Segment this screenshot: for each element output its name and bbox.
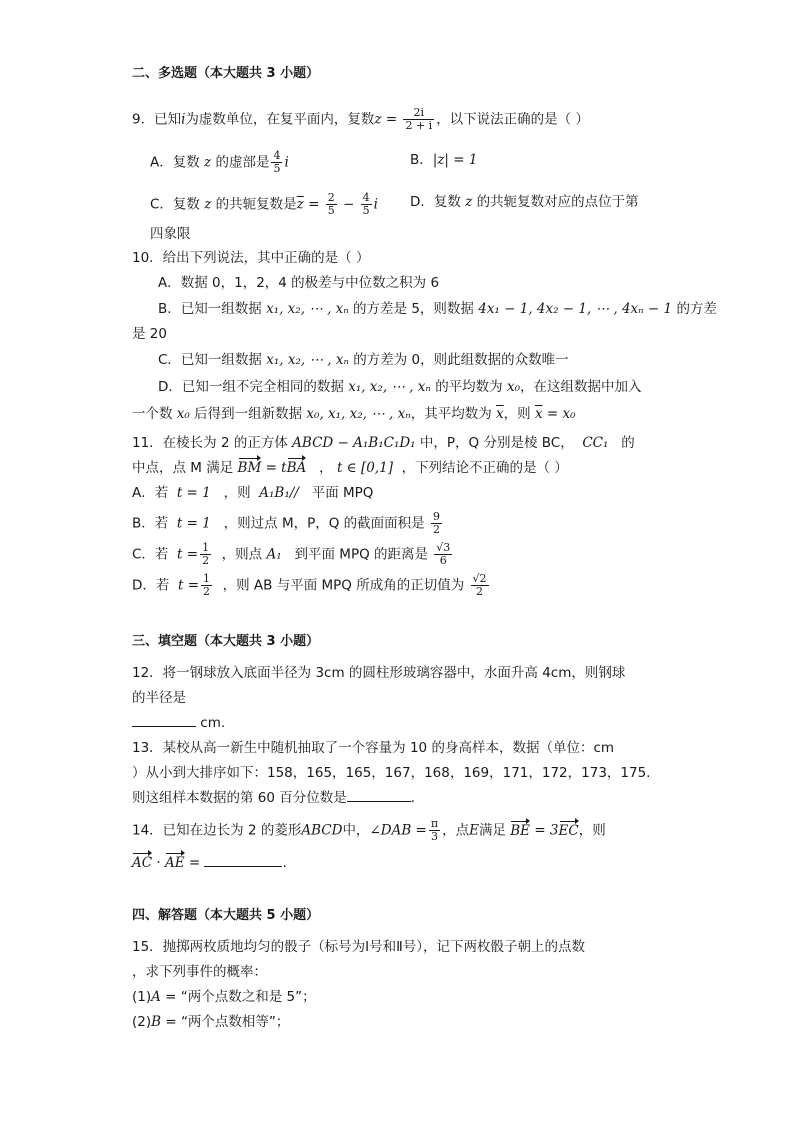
q11-D-frac-num: √2 xyxy=(472,572,487,585)
q10-B-data: x₁, x₂, ⋯ , xₙ xyxy=(266,301,349,317)
q10-D-xbar: $\overline{x}$ xyxy=(496,406,504,422)
question-13-line3 xyxy=(132,787,415,808)
q14-E: E xyxy=(469,822,479,839)
q9-optB-label: B． xyxy=(410,152,433,168)
q9-optC-eq: = xyxy=(303,196,324,213)
q11-stem-a: 11．在棱长为 2 的正方体 xyxy=(132,435,288,451)
q11-C-A1: A₁ xyxy=(266,546,282,563)
q9-option-d xyxy=(410,192,639,212)
q9-eq: = xyxy=(381,111,402,128)
q11-B-frac-den: 2 xyxy=(432,523,440,536)
q9-optA-frac-num: 4 xyxy=(273,149,281,162)
q10-D-xbar2: $\overline{x}$ xyxy=(534,406,543,422)
q11-D-frac-den: 2 xyxy=(476,585,483,598)
q9-optC-minus: − xyxy=(338,196,359,213)
q10-option-d-cont xyxy=(132,404,575,424)
q10-option-c xyxy=(158,350,569,370)
q9-optC-frac2-num: 4 xyxy=(362,191,370,204)
q11-D-tfrac-num: 1 xyxy=(203,572,211,585)
q9-fraction xyxy=(403,107,434,132)
q10-C-data: x₁, x₂, ⋯ , xₙ xyxy=(266,352,349,368)
q9-option-d-cont: 四象限 xyxy=(150,226,191,242)
q10-B-data2: 4x₁ − 1, 4x₂ − 1, ⋯ , 4xₙ − 1 xyxy=(478,301,673,317)
q13-line3-b: . xyxy=(410,790,416,806)
q13-line3-a: 则这组样本数据的第 60 百分位数是 xyxy=(132,790,347,806)
q9-optA-i: i xyxy=(284,154,289,171)
q11-option-c xyxy=(132,542,454,567)
q14-eq: = xyxy=(184,855,205,871)
q11-A-b: ，则 xyxy=(223,485,251,501)
q11-cc1: CC₁ xyxy=(582,435,609,451)
q13-answer-blank[interactable] xyxy=(347,787,411,802)
q10-option-a: A．数据 0，1，2，4 的极差与中位数之积为 6 xyxy=(158,275,440,291)
q14-a: 14．已知在边长为 2 的菱形 xyxy=(132,822,302,839)
q15-p1-a: (1) xyxy=(132,989,152,1005)
q11-comma: ， xyxy=(319,460,333,476)
q12-answer-blank[interactable] xyxy=(132,712,196,727)
section-heading-multiple-choice: 二、多选题（本大题共 3 小题） xyxy=(132,66,320,81)
q10-D-g: ，则 xyxy=(503,406,531,422)
q11-A-line: A₁B₁// xyxy=(259,485,299,501)
q14-vec-be: BE xyxy=(510,822,531,839)
question-12-line2: 的半径是 xyxy=(132,690,186,706)
q9-stem-a: 9．已知 xyxy=(132,111,182,128)
q9-optC-zbar: $\overline{z}$ xyxy=(296,196,304,213)
q11-vec-bm: BM xyxy=(237,460,262,476)
q11-D-t: t = xyxy=(178,577,200,594)
q11-stem-c: 的 xyxy=(621,435,635,451)
q14-eq3: = 3 xyxy=(530,822,559,839)
question-15-line1: 15．抛掷两枚质地均匀的骰子（标号为Ⅰ号和Ⅱ号），记下两枚骰子朝上的点数 xyxy=(132,939,586,955)
q14-end: . xyxy=(282,855,287,871)
q11-A-c: 平面 MPQ xyxy=(311,485,374,501)
q14-e: ，则 xyxy=(578,822,606,839)
q11-eqt: = t xyxy=(261,460,287,476)
q9-optA-a: A．复数 xyxy=(150,154,200,171)
q9-optC-frac1-num: 2 xyxy=(327,191,335,204)
q10-option-d xyxy=(158,377,642,397)
q14-dot: · xyxy=(152,855,165,871)
question-13-line2: ）从小到大排序如下：158，165，165，167，168，169，171，172，173，175. xyxy=(132,765,651,781)
q11-D-tfrac-den: 2 xyxy=(203,585,211,598)
q10-D-x0b: x₀ xyxy=(176,406,190,422)
q11-C-frac xyxy=(434,542,452,567)
question-15-part1 xyxy=(132,987,316,1007)
q11-C-frac-den: 6 xyxy=(439,554,447,567)
question-9-stem xyxy=(132,107,589,132)
q11-B-b: ，则过点 M，P，Q 的截面面积是 xyxy=(223,515,425,532)
q11-C-c: 到平面 MPQ 的距离是 xyxy=(294,546,428,563)
q9-optA-b: 的虚部是 xyxy=(215,154,270,171)
q15-p2-B: B xyxy=(151,1014,162,1030)
q11-line2-b: ，下列结论不正确的是（ ） xyxy=(401,460,568,476)
q9-optD-a: D．复数 xyxy=(410,194,461,210)
q11-C-t: t = xyxy=(177,546,199,563)
q11-B-frac xyxy=(431,511,442,536)
q10-D-data: x₁, x₂, ⋯ , xₙ xyxy=(348,379,431,395)
q11-C-frac-num: √3 xyxy=(436,541,451,554)
q11-line2-a: 中点，点 M 满足 xyxy=(132,460,234,476)
q11-D-tfrac xyxy=(201,573,212,598)
q9-frac-den: 2 + i xyxy=(405,119,433,132)
question-11-stem xyxy=(132,433,635,453)
q14-c: ，点 xyxy=(442,822,470,839)
question-12-line1: 12．将一钢球放入底面半径为 3cm 的圆柱形玻璃容器中，水面升高 4cm，则钢球 xyxy=(132,665,626,681)
q11-option-b xyxy=(132,511,444,536)
q9-frac-num: 2i xyxy=(403,107,434,120)
q11-A-t: t = 1 xyxy=(176,485,211,501)
question-15-line2: ，求下列事件的概率： xyxy=(132,964,267,980)
q15-p2-b: = “两个点数相等”； xyxy=(161,1014,290,1030)
q11-option-d xyxy=(132,573,491,598)
q14-b: 中， xyxy=(342,822,370,839)
q9-option-a xyxy=(150,150,289,175)
q10-D-d: 一个数 xyxy=(132,406,173,422)
q11-C-b: ，则点 xyxy=(221,546,263,563)
q9-stem-b: 为虚数单位，在复平面内，复数 xyxy=(185,111,375,128)
q11-D-b: ，则 AB 与平面 MPQ 所成角的正切值为 xyxy=(222,577,465,594)
q10-B-c: 的方差 xyxy=(676,301,717,317)
q11-stem-b: 中，P，Q 分别是棱 BC， xyxy=(419,435,574,451)
q11-C-a: C．若 xyxy=(132,546,169,563)
q9-optC-frac2-den: 5 xyxy=(362,204,370,217)
q10-D-data3: x₀, x₁, x₂, ⋯ , xₙ xyxy=(306,406,411,422)
question-11-stem-cont xyxy=(132,458,568,478)
q9-z: z xyxy=(374,111,382,128)
q11-D-frac xyxy=(471,573,489,598)
q9-optB-expr: |z| = 1 xyxy=(432,152,478,168)
q9-optD-z: z xyxy=(465,194,473,210)
q14-frac-num: π xyxy=(430,817,439,830)
question-14-line2 xyxy=(132,852,287,873)
q9-optD-b: 的共轭复数对应的点位于第 xyxy=(476,194,639,210)
q14-vec-ac: AC xyxy=(132,855,153,871)
q10-D-x0: x₀ xyxy=(506,379,521,395)
q11-D-a: D．若 xyxy=(132,577,170,594)
q14-answer-blank[interactable] xyxy=(204,852,282,867)
q14-d: 满足 xyxy=(478,822,506,839)
q10-D-b: 的平均数为 xyxy=(435,379,503,395)
q9-optC-a: C．复数 xyxy=(150,196,200,213)
q11-B-frac-num: 9 xyxy=(432,510,440,523)
q9-optC-z: z xyxy=(204,196,212,213)
q15-p1-A: A xyxy=(151,989,161,1005)
q12-unit: cm. xyxy=(200,715,226,731)
q11-B-t: t = 1 xyxy=(176,515,211,532)
q9-optC-i: i xyxy=(373,196,378,213)
q9-stem-c: ，以下说法正确的是（ ） xyxy=(436,111,589,128)
question-13-line1: 13．某校从高一新生中随机抽取了一个容量为 10 的身高样本，数据（单位：cm xyxy=(132,740,615,756)
section-heading-solutions: 四、解答题（本大题共 5 小题） xyxy=(132,908,320,923)
question-12-answer xyxy=(132,712,225,733)
question-14-line1 xyxy=(132,818,606,843)
question-15-part2 xyxy=(132,1012,289,1032)
q11-vec-ba: BA xyxy=(286,460,307,476)
q14-vec-ec: EC xyxy=(558,822,579,839)
q9-i-var: i xyxy=(181,111,186,128)
q9-optC-b: 的共轭复数是 xyxy=(215,196,297,213)
q10-C-a: C．已知一组数据 xyxy=(158,352,262,368)
q9-optC-frac1-den: 5 xyxy=(327,204,335,217)
q9-optC-frac1 xyxy=(326,192,337,217)
q11-option-a xyxy=(132,483,373,503)
q10-D-f: ，其平均数为 xyxy=(410,406,492,422)
q11-B-a: B．若 xyxy=(132,515,169,532)
q11-A-a: A．若 xyxy=(132,485,169,501)
q11-C-tfrac xyxy=(200,542,211,567)
q11-C-tfrac-num: 1 xyxy=(202,541,210,554)
q14-frac-den: 3 xyxy=(430,830,438,843)
q10-B-a: B．已知一组数据 xyxy=(158,301,262,317)
question-10-stem: 10．给出下列说法，其中正确的是（ ） xyxy=(132,250,370,266)
q10-C-b: 的方差为 0，则此组数据的众数唯一 xyxy=(353,352,569,368)
q15-p2-a: (2) xyxy=(132,1014,152,1030)
q15-p1-b: = “两个点数之和是 5”； xyxy=(160,989,316,1005)
q9-optC-frac2 xyxy=(361,192,372,217)
q10-D-a: D．已知一组不完全相同的数据 xyxy=(158,379,344,395)
q11-trange: t ∈ [0,1] xyxy=(336,460,393,476)
section-heading-fill-in: 三、填空题（本大题共 3 小题） xyxy=(132,634,320,649)
q9-option-b xyxy=(410,150,477,170)
q14-frac xyxy=(429,818,440,843)
q9-option-c xyxy=(150,192,378,217)
q9-optA-frac xyxy=(271,150,282,175)
q10-D-c: ，在这组数据中加入 xyxy=(520,379,642,395)
q11-C-tfrac-den: 2 xyxy=(202,554,210,567)
q10-D-eq: = x₀ xyxy=(542,406,576,422)
q10-D-e: 后得到一组新数据 xyxy=(194,406,303,422)
q14-abcd: ABCD xyxy=(301,822,343,839)
q10-B-b: 的方差是 5，则数据 xyxy=(353,301,474,317)
q14-vec-ae: AE xyxy=(164,855,185,871)
q10-option-b xyxy=(158,299,717,319)
q14-angle: ∠DAB = xyxy=(369,822,427,839)
q9-optA-frac-den: 5 xyxy=(273,162,281,175)
q10-option-b-cont: 是 20 xyxy=(132,326,167,342)
q9-optA-z: z xyxy=(204,154,212,171)
q11-cube: ABCD − A₁B₁C₁D₁ xyxy=(292,435,416,451)
